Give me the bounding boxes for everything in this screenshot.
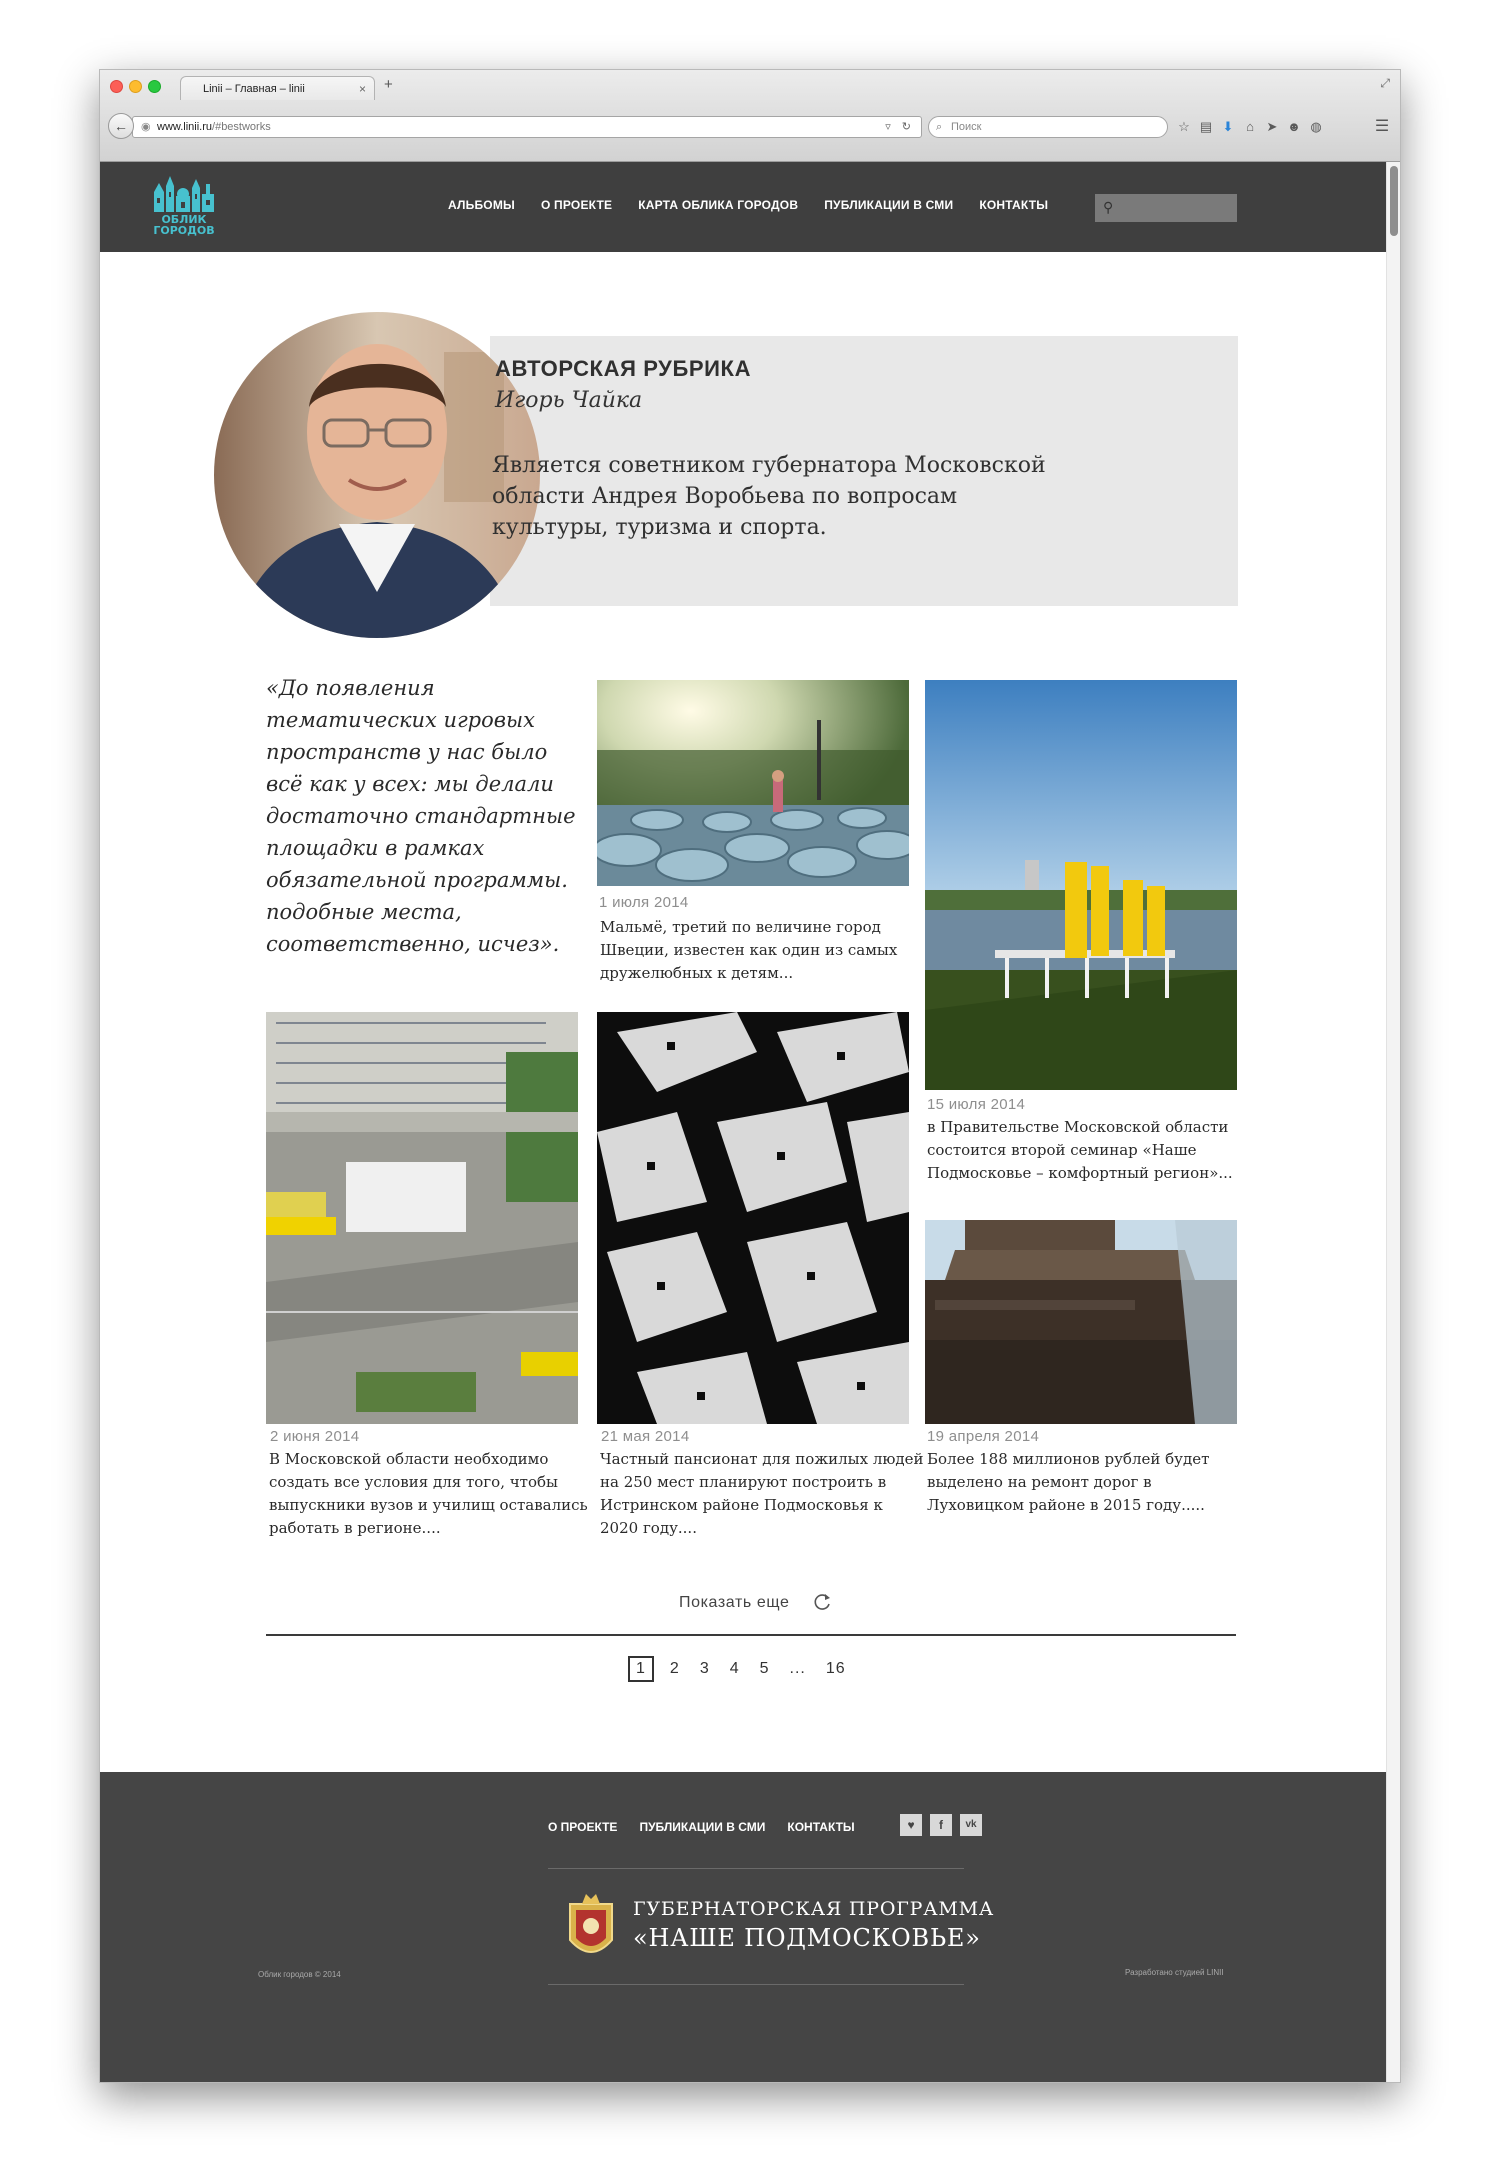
article-text-line: Частный пансионат для пожилых людей — [600, 1450, 924, 1468]
footer-nav — [548, 1820, 877, 1834]
nav-about[interactable]: О ПРОЕКТЕ — [540, 198, 613, 212]
article-card[interactable] — [597, 680, 909, 920]
heart-icon[interactable]: ♥ — [900, 1814, 922, 1836]
search-icon: ⚲ — [1103, 199, 1114, 215]
logo-text — [146, 214, 222, 236]
footer-nav-publications[interactable]: ПУБЛИКАЦИИ В СМИ — [639, 1820, 766, 1834]
home-icon[interactable]: ⌂ — [1246, 119, 1254, 134]
article-text-line: Более 188 миллионов рублей будет — [927, 1450, 1210, 1468]
globe-icon: ◉ — [141, 121, 151, 133]
footer-nav-about[interactable]: О ПРОЕКТЕ — [548, 1820, 618, 1834]
browser-window — [100, 70, 1400, 2082]
reading-list-icon[interactable]: ▤ — [1199, 119, 1213, 134]
quote-line: площадки в рамках — [266, 836, 485, 860]
article-text-line: работать в регионе.... — [269, 1519, 441, 1537]
nav-publications[interactable]: ПУБЛИКАЦИИ В СМИ — [824, 198, 954, 212]
article-card[interactable] — [597, 1012, 909, 1424]
article-text-line: Истринском районе Подмосковья к — [600, 1496, 883, 1514]
page-link[interactable]: 5 — [759, 1660, 770, 1677]
page-link[interactable]: 2 — [669, 1660, 680, 1677]
article-text-block[interactable] — [597, 916, 917, 996]
article-text[interactable] — [600, 1448, 924, 1540]
article-date: 19 апреля 2014 — [927, 1428, 1040, 1445]
rubric-author: Игорь Чайка — [495, 388, 643, 413]
article-text-line: выделено на ремонт дорог в — [927, 1473, 1152, 1491]
pagination — [628, 1656, 866, 1682]
article-card[interactable] — [266, 1012, 578, 1424]
gov-program-line2: «НАШЕ ПОДМОСКОВЬЕ» — [633, 1924, 981, 1952]
aerial-bw-photo — [597, 1012, 909, 1424]
article-date: 21 мая 2014 — [601, 1428, 690, 1445]
article-text[interactable] — [927, 1448, 1209, 1517]
tab-title: Linii – Главная – linii — [203, 83, 305, 95]
browser-chrome — [100, 70, 1400, 162]
gov-program-line1: ГУБЕРНАТОРСКАЯ ПРОГРАММА — [633, 1898, 995, 1920]
article-text[interactable] — [927, 1116, 1233, 1185]
browser-search-input[interactable] — [928, 116, 1168, 138]
quote-line: пространств у нас было — [266, 740, 548, 764]
quote — [266, 672, 586, 960]
quote-line: подобные места, — [266, 900, 462, 924]
nav-contacts[interactable]: КОНТАКТЫ — [979, 198, 1049, 212]
nav-albums[interactable]: АЛЬБОМЫ — [448, 198, 515, 212]
quote-line: «До появления — [266, 676, 435, 700]
search-icon: ⌕ — [936, 121, 943, 133]
url-bar[interactable] — [132, 116, 922, 138]
logo-text-line1: ОБЛИК — [161, 213, 207, 226]
download-icon[interactable]: ⬇ — [1222, 119, 1234, 134]
article-image[interactable] — [925, 1220, 1237, 1424]
article-text-block[interactable] — [266, 1428, 596, 1548]
article-text-line: в Правительстве Московской области — [927, 1118, 1229, 1136]
main-nav — [448, 198, 1074, 212]
site-footer — [100, 1772, 1386, 2082]
city-square-photo — [266, 1012, 578, 1424]
nav-map[interactable]: КАРТА ОБЛИКА ГОРОДОВ — [638, 198, 799, 212]
back-button[interactable]: ← — [108, 113, 134, 139]
article-text[interactable] — [269, 1448, 588, 1540]
page-ellipsis: ... — [789, 1660, 806, 1677]
menu-icon[interactable]: ☰ — [1374, 118, 1390, 135]
footer-divider — [548, 1868, 964, 1869]
article-card[interactable] — [925, 1220, 1237, 1424]
vk-icon[interactable]: vk — [960, 1814, 982, 1836]
article-text-line: дружелюбных к детям... — [600, 964, 794, 982]
new-tab-button[interactable]: + — [384, 76, 393, 93]
send-icon[interactable]: ➤ — [1266, 119, 1278, 134]
article-text-line: создать все условия для того, чтобы — [269, 1473, 558, 1491]
url-host: www.linii.ru — [157, 121, 213, 133]
facebook-icon[interactable]: f — [930, 1814, 952, 1836]
refresh-icon[interactable] — [813, 1592, 833, 1612]
tab-close-icon[interactable]: × — [358, 82, 366, 96]
quote-line: тематических игровых — [266, 708, 535, 732]
scrollbar[interactable] — [1386, 162, 1400, 2082]
article-card[interactable] — [925, 680, 1237, 1100]
author-bio — [492, 450, 1112, 543]
article-text-line: Швеции, известен как один из самых — [600, 941, 898, 959]
toolbar-icons — [1176, 118, 1324, 136]
bio-line: Является советником губернатора Московской — [492, 453, 1046, 478]
article-image[interactable] — [597, 1012, 909, 1424]
site-search-input[interactable] — [1095, 194, 1237, 222]
article-text-line: Подмосковье – комфортный регион»... — [927, 1164, 1233, 1182]
chat-icon[interactable]: ◍ — [1310, 119, 1322, 134]
browser-search-placeholder: Поиск — [951, 121, 982, 133]
quote-line: всё как у всех: мы делали — [266, 772, 554, 796]
article-text-block[interactable] — [597, 1428, 927, 1548]
site-header — [100, 162, 1386, 252]
article-text-line: состоится второй семинар «Наше — [927, 1141, 1197, 1159]
bio-line: области Андрея Воробьева по вопросам — [492, 484, 958, 509]
url-path: /#bestworks — [212, 121, 271, 133]
divider — [266, 1634, 1236, 1636]
bookmark-star-icon[interactable]: ☆ — [1178, 119, 1190, 134]
riverside-pavilion-photo — [925, 680, 1237, 1090]
article-text-block[interactable] — [925, 1428, 1245, 1528]
page-link[interactable]: 3 — [699, 1660, 710, 1677]
bio-line: культуры, туризма и спорта. — [492, 515, 827, 540]
quote-line: достаточно стандартные — [266, 804, 576, 828]
article-image[interactable] — [597, 680, 909, 886]
fullscreen-icon[interactable]: ⤢ — [1380, 76, 1390, 90]
article-image[interactable] — [925, 680, 1237, 1090]
quote-line: обязательной программы. — [266, 868, 568, 892]
article-date: 2 июня 2014 — [270, 1428, 360, 1445]
article-text-line: на 250 мест планируют построить в — [600, 1473, 887, 1491]
quote-line: соответственно, исчез». — [266, 932, 560, 956]
article-text-line: Луховицком районе в 2015 году..... — [927, 1496, 1205, 1514]
page-viewport — [100, 162, 1400, 2082]
coat-of-arms-icon — [562, 1890, 620, 1968]
page-current[interactable]: 1 — [628, 1656, 654, 1682]
article-text-block[interactable] — [925, 1096, 1245, 1196]
zoom-window-button[interactable] — [148, 80, 161, 93]
rubric-title: АВТОРСКАЯ РУБРИКА — [495, 356, 752, 381]
page-last[interactable]: 16 — [825, 1660, 846, 1677]
close-window-button[interactable] — [110, 80, 123, 93]
playground-photo — [597, 680, 909, 886]
article-text-line: Мальмё, третий по величине город — [600, 918, 881, 936]
footer-divider — [548, 1984, 964, 1985]
page-link[interactable]: 4 — [729, 1660, 740, 1677]
logo-text-line2: ГОРОДОВ — [153, 224, 215, 237]
article-text[interactable] — [600, 916, 897, 985]
article-text-line: В Московской области необходимо — [269, 1450, 549, 1468]
show-more-button[interactable]: Показать еще — [679, 1594, 790, 1611]
concrete-building-photo — [925, 1220, 1237, 1424]
scrollbar-thumb[interactable] — [1390, 166, 1398, 236]
article-date: 1 июля 2014 — [599, 894, 689, 911]
browser-tab[interactable] — [180, 76, 375, 100]
minimize-window-button[interactable] — [129, 80, 142, 93]
made-by[interactable]: Разработано студией LINII — [1125, 1968, 1224, 1977]
article-text-line: выпускники вузов и училищ оставались — [269, 1496, 588, 1514]
footer-nav-contacts[interactable]: КОНТАКТЫ — [787, 1820, 855, 1834]
copyright: Облик городов © 2014 — [258, 1970, 341, 1979]
emoji-icon[interactable]: ☻ — [1287, 119, 1301, 134]
browser-toolbar — [100, 104, 1400, 160]
article-image[interactable] — [266, 1012, 578, 1424]
article-text-line: 2020 году.... — [600, 1519, 697, 1537]
reload-icon[interactable]: ▿ ↻ — [885, 121, 915, 133]
logo-skyline-icon — [146, 174, 222, 214]
site-logo[interactable] — [146, 174, 222, 238]
article-date: 15 июля 2014 — [927, 1096, 1026, 1113]
